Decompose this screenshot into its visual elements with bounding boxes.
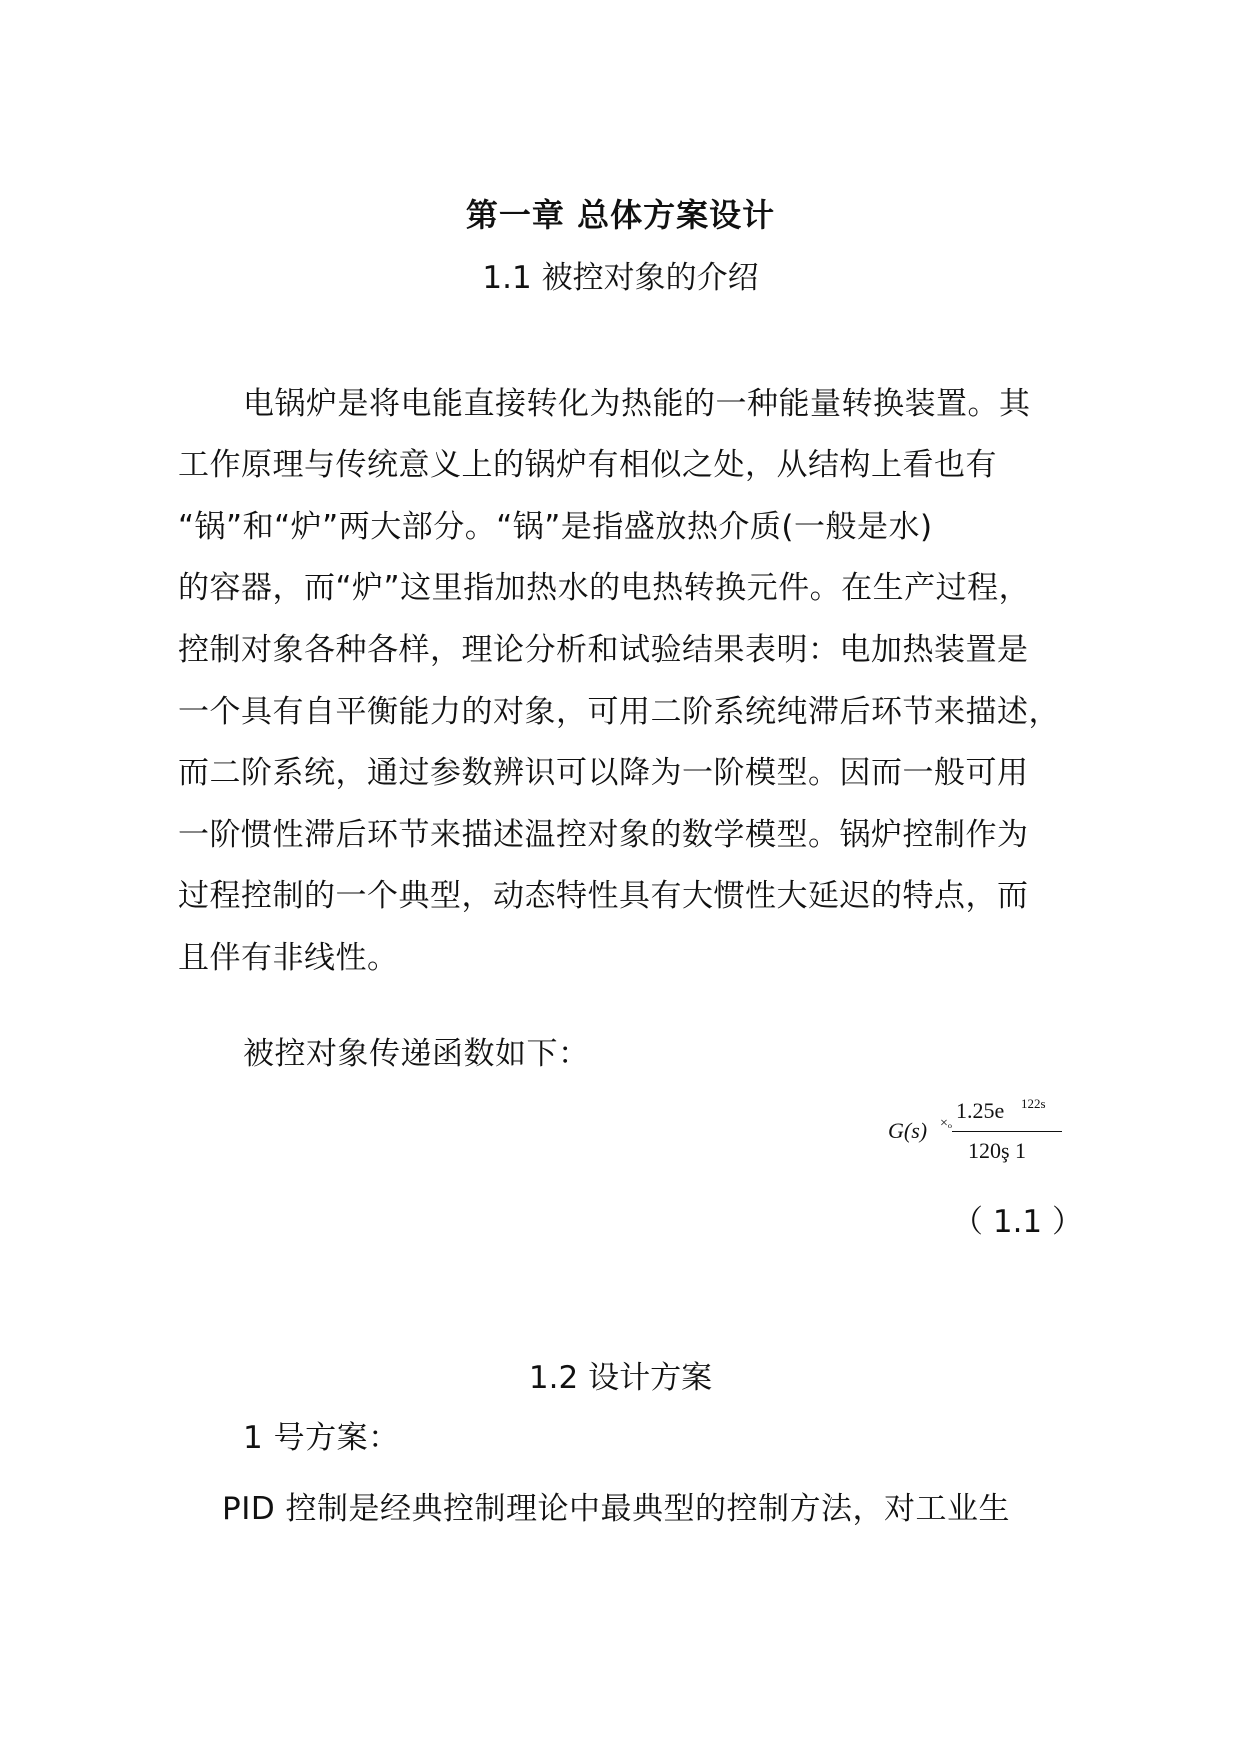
paragraph-line: 一个具有自平衡能力的对象，可用二阶系统纯滞后环节来描述， <box>178 694 1060 730</box>
formula-denominator: 120ş 1 <box>968 1138 1027 1163</box>
formula-equals: ×ₒ <box>940 1116 952 1131</box>
paragraph-line: 的容器，而“炉”这里指加热水的电热转换元件。在生产过程， <box>178 570 1031 606</box>
transfer-function-intro: 被控对象传递函数如下： <box>243 1036 590 1072</box>
paragraph-line: 电锅炉是将电能直接转化为热能的一种能量转换装置。其 <box>243 386 1031 422</box>
paragraph-line: 一阶惯性滞后环节来描述温控对象的数学模型。锅炉控制作为 <box>178 817 1029 853</box>
formula-numerator: 1.25e <box>956 1098 1005 1123</box>
paragraph-line: 而二阶系统，通过参数辨识可以降为一阶模型。因而一般可用 <box>178 755 1029 791</box>
fraction-bar <box>952 1131 1062 1132</box>
section-heading-1-1: 1.1 被控对象的介绍 <box>482 260 759 296</box>
transfer-function-formula <box>888 1098 1058 1168</box>
section-heading-1-2: 1.2 设计方案 <box>528 1360 713 1396</box>
paragraph-line: PID 控制是经典控制理论中最典型的控制方法，对工业生 <box>222 1491 1011 1527</box>
formula-exponent: 122s <box>1021 1096 1046 1111</box>
equation-number: （ 1.1 ） <box>952 1204 1084 1240</box>
formula-lhs: G(s) <box>888 1118 928 1143</box>
paragraph-line: 过程控制的一个典型，动态特性具有大惯性大延迟的特点，而 <box>178 878 1029 914</box>
paragraph-line: 控制对象各种各样，理论分析和试验结果表明：电加热装置是 <box>178 632 1029 668</box>
paragraph-line: 且伴有非线性。 <box>178 940 399 976</box>
paragraph-line: “锅”和“炉”两大部分。“锅”是指盛放热介质(一般是水) <box>178 509 933 545</box>
paragraph-line: 工作原理与传统意义上的锅炉有相似之处，从结构上看也有 <box>178 447 997 483</box>
plan-label: 1 号方案： <box>243 1420 400 1456</box>
chapter-title: 第一章 总体方案设计 <box>465 196 776 234</box>
